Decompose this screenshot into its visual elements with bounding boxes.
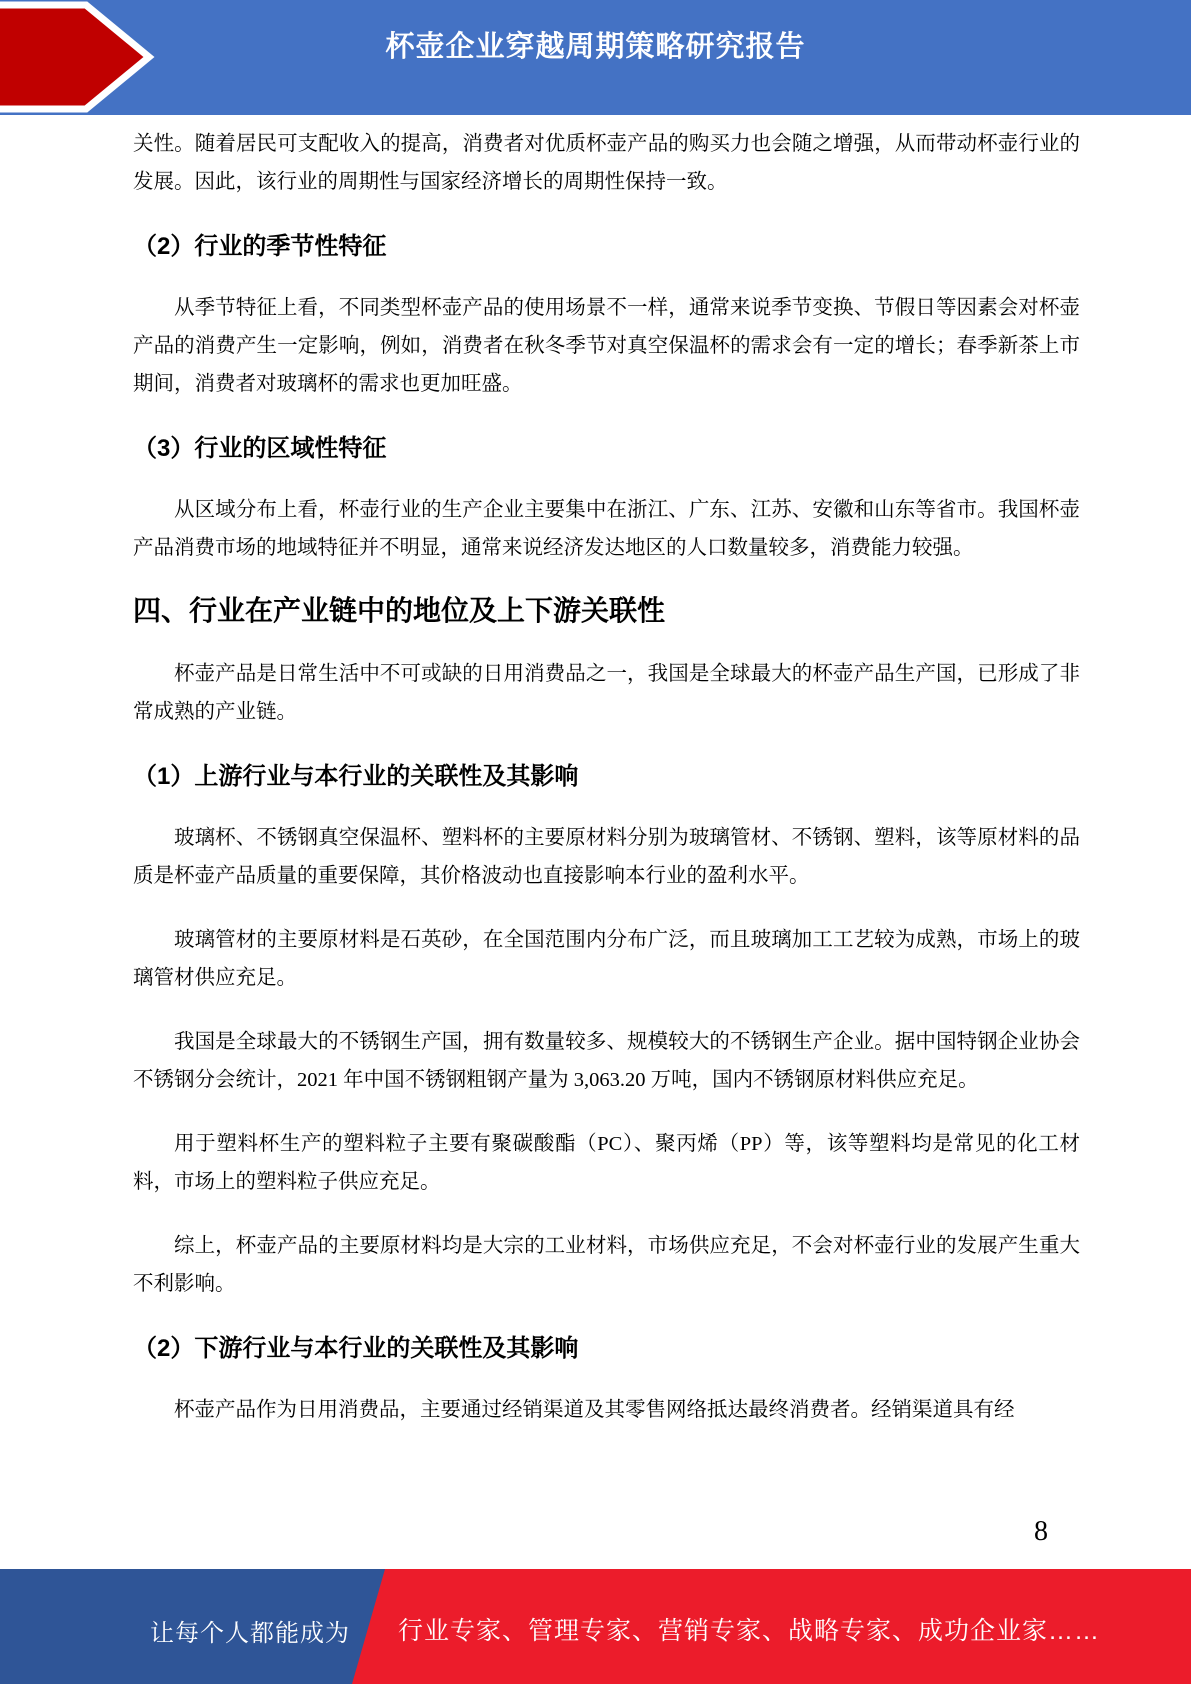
footer-slogan-right: 行业专家、管理专家、营销专家、战略专家、成功企业家…… xyxy=(398,1617,1101,1645)
page-number: 8 xyxy=(1034,1516,1048,1547)
paragraph: 从区域分布上看，杯壶行业的生产企业主要集中在浙江、广东、江苏、安徽和山东等省市。我国杯壶产品消费市场的地域特征并不明显，通常来说经济发达地区的人口数量较多，消费能力较强。 xyxy=(133,499,1080,559)
footer-slogan-left: 让每个人都能成为 xyxy=(150,1620,350,1647)
section-heading-seasonal: （2）行业的季节性特征 xyxy=(133,233,387,260)
report-title: 杯壶企业穿越周期策略研究报告 xyxy=(385,31,806,63)
paragraph: 从季节特征上看，不同类型杯壶产品的使用场景不一样，通常来说季节变换、节假日等因素会对杯壶产品的消费产生一定影响，例如，消费者在秋冬季节对真空保温杯的需求会有一定的增长；春季新茶上市期间，消费者对玻璃杯的需求也更加旺盛。 xyxy=(133,297,1080,395)
paragraph: 我国是全球最大的不锈钢生产国，拥有数量较多、规模较大的不锈钢生产企业。据中国特钢企业协会不锈钢分会统计，2021 年中国不锈钢粗钢产量为 3,063.20 万吨，国内不锈钢原材料供应充足。 xyxy=(133,1031,1080,1091)
paragraph: 杯壶产品是日常生活中不可或缺的日用消费品之一，我国是全球最大的杯壶产品生产国，已形成了非常成熟的产业链。 xyxy=(133,663,1080,723)
paragraph-continuation: 关性。随着居民可支配收入的提高，消费者对优质杯壶产品的购买力也会随之增强，从而带动杯壶行业的发展。因此，该行业的周期性与国家经济增长的周期性保持一致。 xyxy=(133,133,1080,193)
paragraph: 综上，杯壶产品的主要原材料均是大宗的工业材料，市场供应充足，不会对杯壶行业的发展产生重大不利影响。 xyxy=(133,1235,1080,1295)
section-heading-downstream: （2）下游行业与本行业的关联性及其影响 xyxy=(133,1335,579,1362)
paragraph: 玻璃杯、不锈钢真空保温杯、塑料杯的主要原材料分别为玻璃管材、不锈钢、塑料，该等原材料的品质是杯壶产品质量的重要保障，其价格波动也直接影响本行业的盈利水平。 xyxy=(133,827,1080,887)
paragraph: 用于塑料杯生产的塑料粒子主要有聚碳酸酯（PC）、聚丙烯（PP）等，该等塑料均是常见的化工材料，市场上的塑料粒子供应充足。 xyxy=(133,1133,1080,1193)
paragraph: 杯壶产品作为日用消费品，主要通过经销渠道及其零售网络抵达最终消费者。经销渠道具有经 xyxy=(174,1399,1015,1421)
chapter-heading-industry-chain: 四、行业在产业链中的地位及上下游关联性 xyxy=(133,595,666,626)
section-heading-upstream: （1）上游行业与本行业的关联性及其影响 xyxy=(133,763,579,790)
footer-band xyxy=(0,1569,1191,1684)
content-area xyxy=(133,115,1080,1455)
header-band xyxy=(0,0,1191,115)
paragraph: 玻璃管材的主要原材料是石英砂，在全国范围内分布广泛，而且玻璃加工工艺较为成熟，市场上的玻璃管材供应充足。 xyxy=(133,929,1080,989)
section-heading-regional: （3）行业的区域性特征 xyxy=(133,435,387,462)
